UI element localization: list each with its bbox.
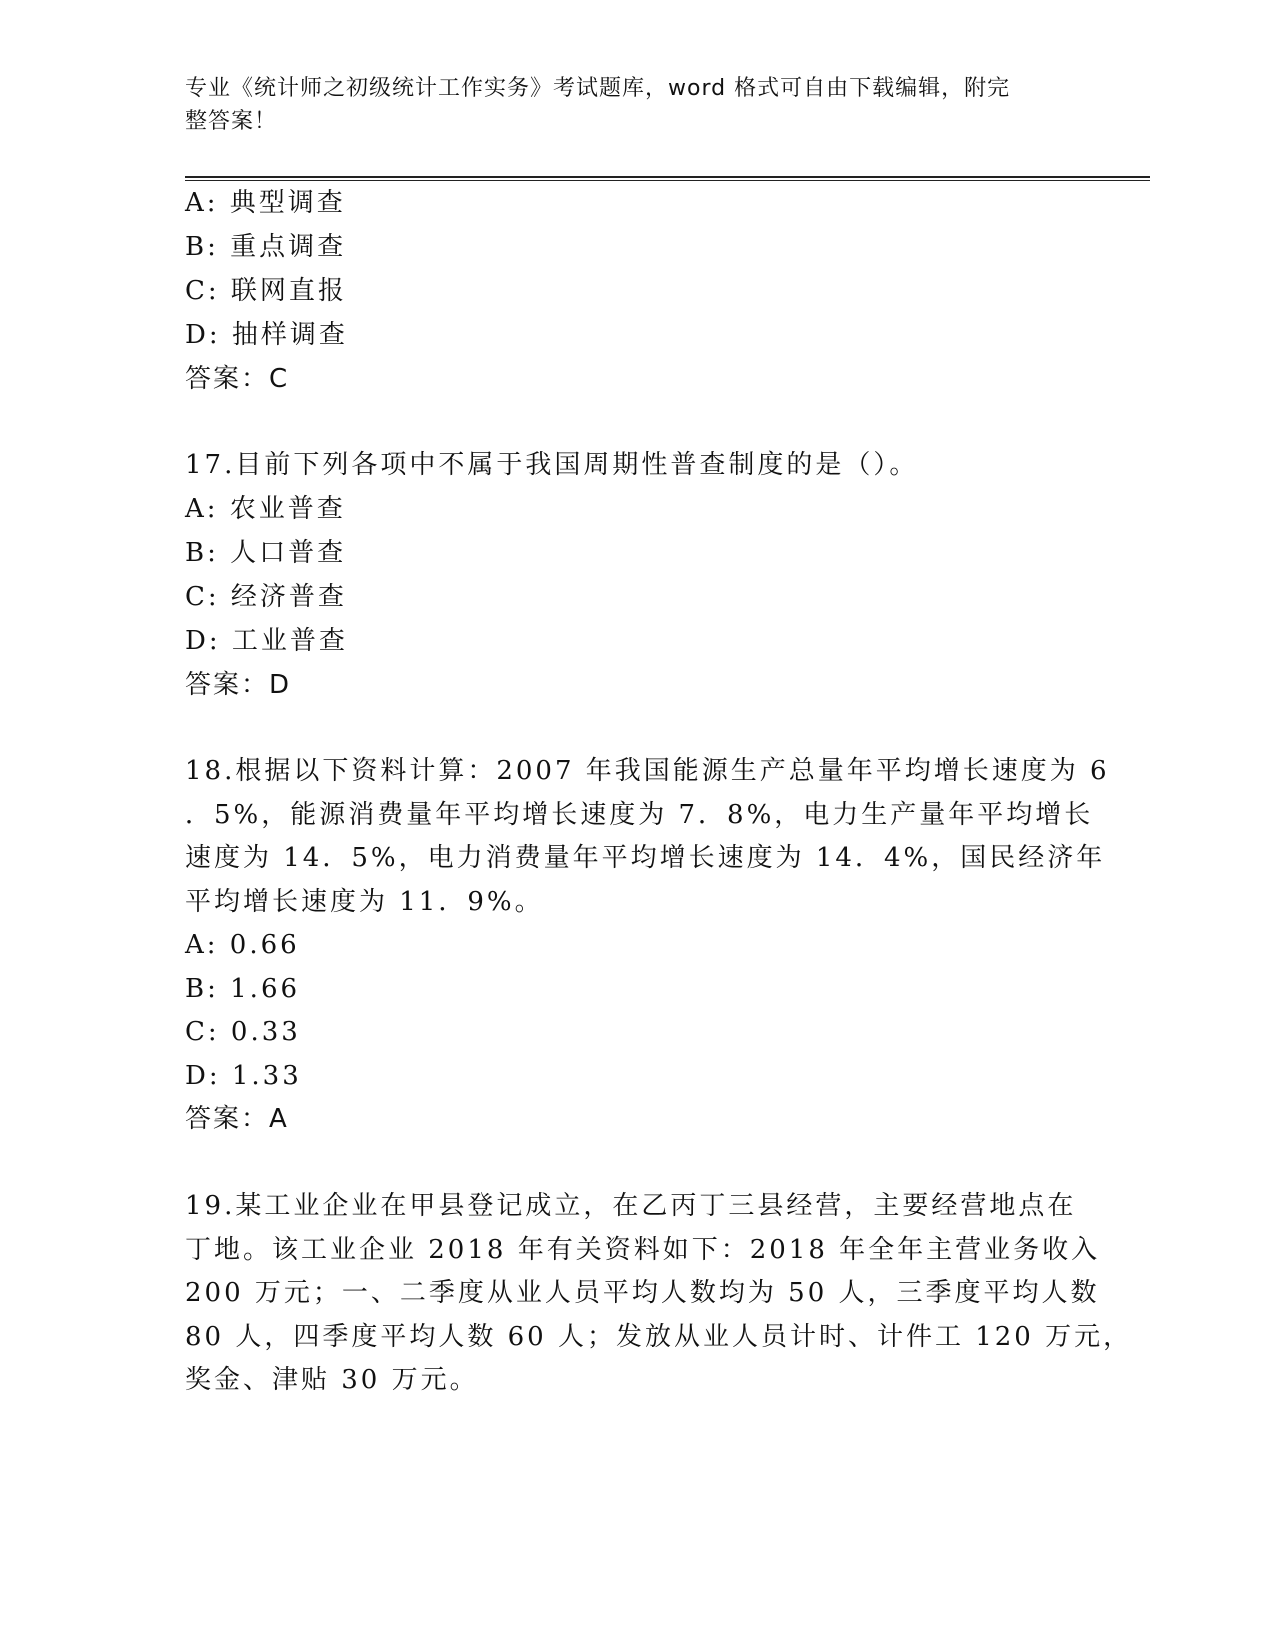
prev-option-c: C: 联网直报 [185, 276, 347, 306]
q18-stem-line-2: ．5%，能源消费量年平均增长速度为 7．8%，电力生产量年平均增长 [185, 800, 1094, 830]
document-header [185, 72, 1065, 138]
q18-stem-line-3: 速度为 14．5%，电力消费量年平均增长速度为 14．4%，国民经济年 [185, 843, 1106, 873]
q19-stem-line-4: 80 人，四季度平均人数 60 人；发放从业人员计时、计件工 120 万元， [185, 1322, 1133, 1352]
q19-stem-line-5: 奖金、津贴 30 万元。 [185, 1365, 479, 1395]
q19-stem-line-2: 丁地。该工业企业 2018 年有关资料如下：2018 年全年主营业务收入 [185, 1235, 1101, 1265]
q18-answer: 答案：A [185, 1104, 289, 1134]
q18-option-d: D: 1.33 [185, 1061, 302, 1091]
q18-stem-line-1: 18.根据以下资料计算：2007 年我国能源生产总量年平均增长速度为 6 [185, 756, 1110, 786]
prev-option-a: A: 典型调查 [185, 188, 346, 218]
prev-answer: 答案：C [185, 364, 290, 394]
prev-option-b: B: 重点调查 [185, 232, 347, 262]
q17-option-d: D: 工业普查 [185, 626, 348, 656]
q17-option-b: B: 人口普查 [185, 538, 347, 568]
q19-stem-line-3: 200 万元；一、二季度从业人员平均人数均为 50 人，三季度平均人数 [185, 1278, 1100, 1308]
q18-stem-line-4: 平均增长速度为 11．9%。 [185, 887, 544, 917]
q17-option-c: C: 经济普查 [185, 582, 347, 612]
q17-option-a: A: 农业普查 [185, 494, 346, 524]
q18-option-b: B: 1.66 [185, 974, 301, 1004]
q17-stem: 17.目前下列各项中不属于我国周期性普查制度的是（）。 [185, 450, 919, 480]
prev-option-d: D: 抽样调查 [185, 320, 348, 350]
q18-option-c: C: 0.33 [185, 1017, 301, 1047]
header-divider [185, 176, 1150, 181]
q19-stem-line-1: 19.某工业企业在甲县登记成立，在乙丙丁三县经营，主要经营地点在 [185, 1191, 1077, 1221]
q18-option-a: A: 0.66 [185, 930, 300, 960]
header-line-1: 专业《统计师之初级统计工作实务》考试题库，word 格式可自由下载编辑，附完 [185, 76, 1011, 101]
q17-answer: 答案：D [185, 670, 292, 700]
header-line-2: 整答案！ [185, 109, 278, 134]
